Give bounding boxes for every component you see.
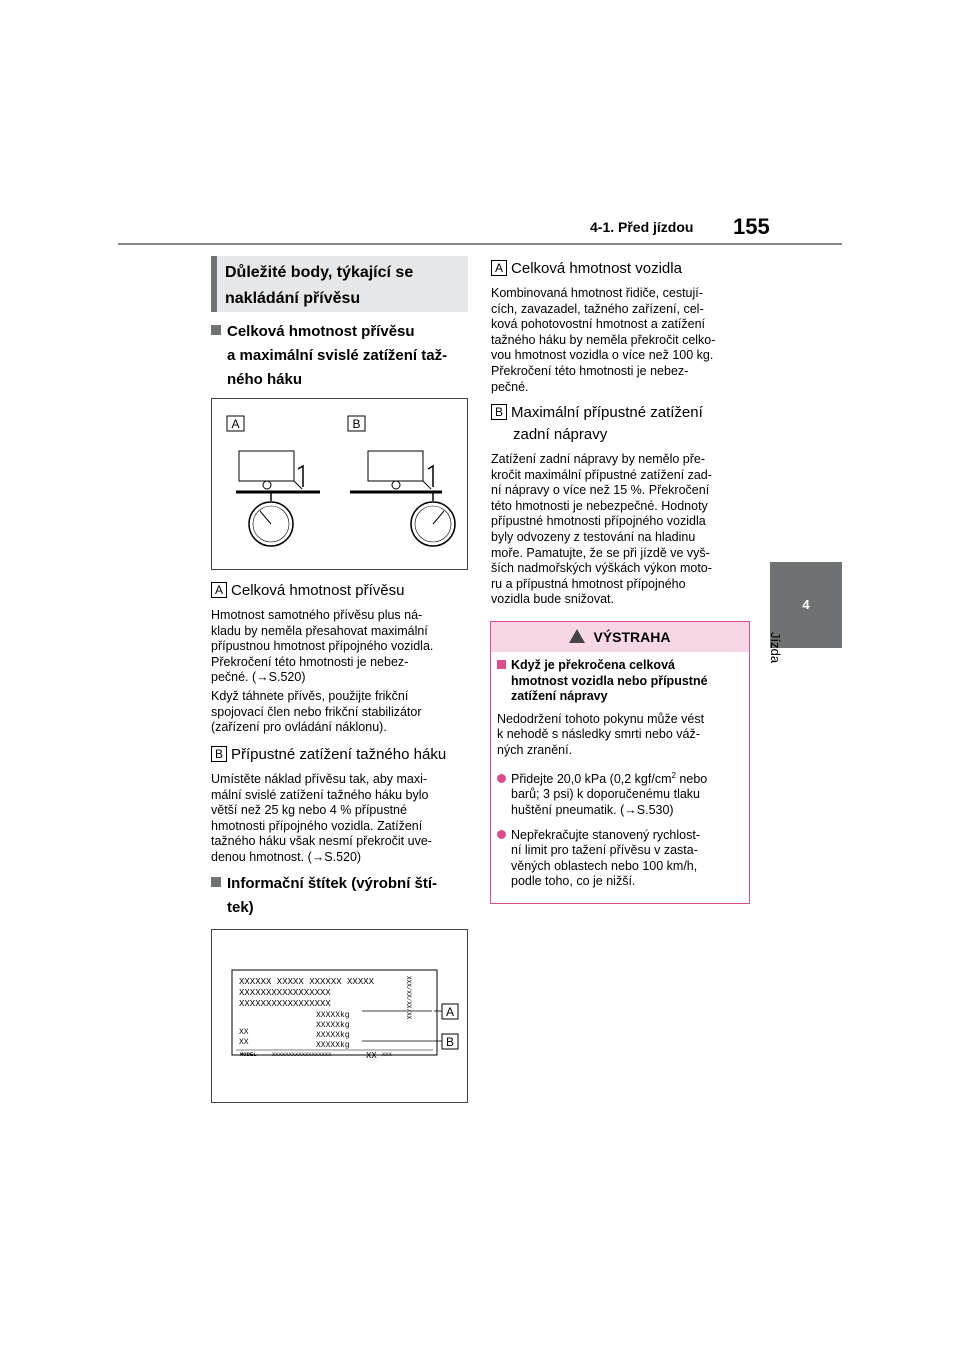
item-a-right-line: vou hmotnost vozidla o více než 100 kg. — [491, 348, 714, 363]
warning-b1-line: barů; 3 psi) k doporučenému tlaku — [511, 787, 700, 802]
warning-triangle-icon — [569, 629, 585, 643]
plate-row1: XXXXXX XXXXX XXXXXX XXXXX — [239, 977, 375, 987]
fig1-label-a: A — [231, 417, 240, 431]
item-b-right-title1: Maximální přípustné zatížení — [511, 404, 703, 421]
heading1-line2: a maximální svislé zatížení taž- — [227, 347, 448, 364]
warning-b1-sup: 2 — [671, 770, 676, 780]
heading2-line2: tek) — [227, 899, 254, 916]
item-b-left-line: mální svislé zatížení tažného háku bylo — [211, 787, 429, 802]
item-trailer-total-weight — [211, 580, 473, 736]
section-title-line2: nakládání přívěsu — [225, 290, 361, 307]
section-title-box — [211, 256, 468, 312]
info-plate-illustration — [212, 930, 467, 1102]
warning-heading-line: Když je překročena celková — [511, 658, 675, 672]
heading2-line1: Informační štítek (výrobní ští- — [227, 875, 438, 892]
item-b-right-line: kročit maximální přípustné zatížení zad- — [491, 467, 712, 482]
warning-heading — [497, 658, 743, 705]
warning-heading-line: hmotnost vozidla nebo přípustné — [511, 673, 708, 688]
item-b-right-line: ších nadmořských výškách výkon moto- — [491, 561, 712, 576]
fig1-label-b: B — [352, 417, 361, 431]
item-a-left-line: kladu by neměla přesahovat maximální — [211, 623, 428, 638]
item-b-right-line: byly odvozeny z testování na hladinu — [491, 529, 696, 544]
item-a-left-line2: Když táhnete přívěs, použijte frikční — [211, 688, 409, 703]
pink-bullet-icon — [497, 774, 506, 783]
square-bullet-icon — [211, 877, 221, 887]
label-a-badge: A — [211, 582, 227, 598]
plate-kg: XXXXXkg — [316, 1011, 350, 1020]
warning-b1-post: nebo — [675, 771, 708, 786]
warning-header — [491, 622, 749, 652]
item-b-right-line: Zatížení zadní nápravy by nemělo pře- — [491, 452, 706, 466]
warning-intro-line: k nehodě s následky smrti nebo váž- — [497, 727, 700, 742]
header-section-title: 4-1. Před jízdou — [590, 219, 694, 235]
plate-xx: XX — [239, 1038, 249, 1047]
item-a-left-line: Překročení této hmotnosti je nebez- — [211, 654, 409, 669]
plate-model-xx: XX — [366, 1051, 377, 1061]
warning-b2-line: ní limit pro tažení přívěsu v zasta- — [511, 843, 698, 858]
item-a-right-title: Celková hmotnost vozidla — [511, 260, 682, 277]
trailer-gauges-illustration — [212, 399, 467, 569]
item-b-left-line: větší než 25 kg nebo 4 % přípustné — [211, 803, 407, 818]
plate-label-b: B — [445, 1035, 455, 1049]
item-a-left-line2: (zařízení pro ovládání náklonu). — [211, 720, 387, 735]
item-a-right-line: pečné. — [491, 379, 529, 394]
item-b-right-line: ní nápravy o více než 15 %. Překročení — [491, 483, 710, 498]
plate-model-end: XXX — [382, 1051, 392, 1058]
plate-model-code: XXXXXXXXXXXXXXXXXX — [272, 1051, 332, 1058]
plate-xx: XX — [239, 1028, 249, 1037]
warning-intro-line: Nedodržení tohoto pokynu může vést — [497, 711, 705, 726]
warning-b2-line: Nepřekračujte stanovený rychlost- — [511, 827, 700, 842]
item-a-left-line: Hmotnost samotného přívěsu plus ná- — [211, 608, 423, 622]
item-b-right-line: této hmotnosti je nebezpečné. Hodnoty — [491, 498, 708, 513]
trailer-weight-figure — [211, 398, 468, 570]
warning-b2-line: věných oblastech nebo 100 km/h, — [511, 858, 698, 873]
warning-b1-pre: Přidejte 20,0 kPa (0,2 kgf/cm — [511, 771, 672, 786]
square-bullet-icon — [211, 325, 221, 335]
trailer-a-icon — [236, 451, 320, 546]
item-b-left-line: denou hmotnost. (→S.520) — [211, 849, 362, 864]
item-b-left-title: Přípustné zatížení tažného háku — [231, 746, 447, 763]
chapter-tab[interactable]: 4 — [770, 562, 842, 648]
pink-bullet-icon — [497, 830, 506, 839]
item-b-left-line: tažného háku však nesmí překročit uve- — [211, 834, 432, 849]
warning-intro — [497, 712, 743, 759]
plate-kg: XXXXXkg — [316, 1031, 350, 1040]
label-b-badge: B — [211, 746, 227, 762]
pink-square-bullet-icon — [497, 660, 506, 669]
plate-side-column: XXX/XX/XX/XX — [405, 976, 412, 1020]
item-a-right-line: Kombinovaná hmotnost řidiče, cestují- — [491, 286, 703, 300]
item-a-right-line: cích, zavazadel, tažného zařízení, cel- — [491, 301, 704, 316]
header-rule — [118, 243, 842, 245]
label-a-badge: A — [491, 260, 507, 276]
item-a-left-line: pečné. (→S.520) — [211, 670, 306, 685]
warning-heading-line: zatížení nápravy — [511, 689, 608, 704]
item-b-left-line: Umístěte náklad přívěsu tak, aby maxi- — [211, 772, 428, 786]
warning-box — [490, 621, 750, 904]
item-a-left-title: Celková hmotnost přívěsu — [231, 582, 405, 599]
item-b-right-line: přípustné hmotnosti přípojného vozidla — [491, 514, 706, 529]
warning-title: VÝSTRAHA — [593, 629, 671, 645]
plate-label-a: A — [445, 1005, 455, 1019]
heading-info-plate — [211, 872, 471, 920]
item-a-left-line2: spojovací člen nebo frikční stabilizátor — [211, 704, 422, 719]
item-b-right-line: moře. Pamatujte, že se při jízdě ve vyš- — [491, 545, 710, 560]
item-b-right-line: vozidla bude snižovat. — [491, 592, 614, 607]
item-b-left-line: hmotnosti přípojného vozidla. Zatížení — [211, 818, 423, 833]
heading1-line3: ného háku — [227, 371, 303, 388]
item-a-right-line: Překročení této hmotnosti je nebez- — [491, 363, 689, 378]
heading1-line1: Celková hmotnost přívěsu — [227, 323, 415, 340]
plate-model: MODEL — [240, 1051, 257, 1058]
warning-bullet-pressure — [497, 768, 743, 819]
plate-kg: XXXXXkg — [316, 1021, 350, 1030]
heading-trailer-weight — [211, 320, 471, 392]
plate-row2: XXXXXXXXXXXXXXXXX — [239, 988, 331, 998]
item-vehicle-total-weight — [491, 258, 753, 395]
section-title-line1: Důležité body, týkající se — [225, 264, 414, 281]
chapter-title: Jízda — [768, 632, 783, 664]
plate-row3: XXXXXXXXXXXXXXXXX — [239, 999, 331, 1009]
warning-b2-line: podle toho, co je nižší. — [511, 874, 636, 889]
warning-b1-line: huštění pneumatik. (→S.530) — [511, 802, 674, 817]
plate-kg: XXXXXkg — [316, 1041, 350, 1050]
trailer-b-icon — [350, 451, 455, 546]
page-number: 155 — [733, 214, 770, 239]
item-a-right-line: ková pohotovostní hmotnost a zatížení — [491, 317, 706, 332]
warning-intro-line: ných zranění. — [497, 742, 573, 757]
info-plate-figure — [211, 929, 468, 1103]
item-a-left-line: přípustnou hmotnost přípojného vozidla. — [211, 639, 434, 654]
item-a-right-line: tažného háku by neměla překročit celko- — [491, 332, 716, 347]
item-b-right-title2: zadní nápravy — [513, 426, 608, 443]
warning-bullet-speed — [497, 828, 743, 890]
item-hitch-load — [211, 744, 473, 866]
label-b-badge: B — [491, 404, 507, 420]
item-rear-axle-load — [491, 402, 753, 608]
item-b-right-line: ru a přípustná hmotnost přípojného — [491, 576, 686, 591]
